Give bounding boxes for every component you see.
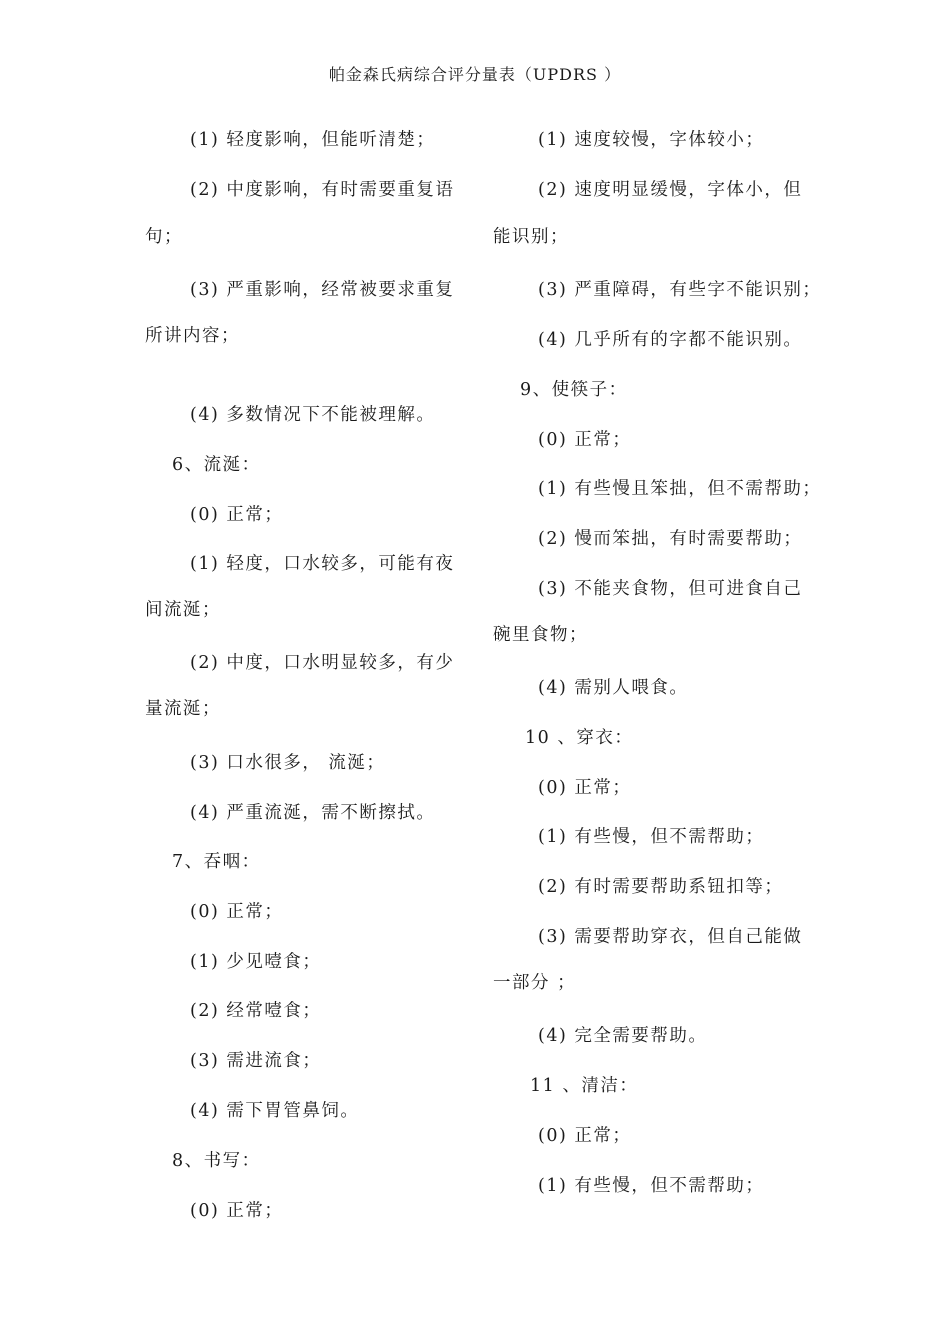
text-line: (1) 有些慢，但不需帮助； [538, 1176, 765, 1196]
text-line: 所讲内容； [145, 326, 240, 346]
text-line: 量流涎； [145, 699, 221, 719]
text-line: (3) 严重障碍，有些字不能识别； [538, 280, 822, 300]
text-line: (4) 几乎所有的字都不能识别。 [538, 330, 803, 350]
section-heading: 8、书写： [172, 1151, 261, 1171]
text-line: (0) 正常； [538, 1126, 632, 1146]
text-line: (0) 正常； [190, 902, 284, 922]
text-line: (1) 有些慢且笨拙，但不需帮助； [538, 479, 822, 499]
text-line: 一部分 ； [493, 973, 577, 993]
text-line: 间流涎； [145, 600, 221, 620]
text-line: (2) 中度，口水明显较多，有少 [190, 653, 455, 673]
text-line: (0) 正常； [190, 505, 284, 525]
text-line: (1) 少见噎食； [190, 952, 322, 972]
text-line: (3) 不能夹食物，但可进食自己 [538, 579, 803, 599]
text-line: (0) 正常； [538, 778, 632, 798]
text-line: (2) 速度明显缓慢，字体小，但 [538, 180, 803, 200]
text-line: (2) 慢而笨拙，有时需要帮助； [538, 529, 803, 549]
text-line: 能识别； [493, 227, 569, 247]
text-line: (0) 正常； [190, 1201, 284, 1221]
text-line: (2) 中度影响，有时需要重复语 [190, 180, 455, 200]
text-line: (1) 轻度，口水较多，可能有夜 [190, 554, 455, 574]
text-line: (0) 正常； [538, 430, 632, 450]
text-line: (4) 多数情况下不能被理解。 [190, 405, 436, 425]
section-heading: 10 、穿衣： [525, 728, 634, 748]
section-heading: 11 、清洁： [530, 1076, 639, 1096]
text-line: (3) 需进流食； [190, 1051, 322, 1071]
text-line: (4) 需下胃管鼻饲。 [190, 1101, 360, 1121]
text-line: (1) 速度较慢，字体较小； [538, 130, 765, 150]
text-line: (4) 完全需要帮助。 [538, 1026, 708, 1046]
text-line: (3) 需要帮助穿衣，但自己能做 [538, 927, 803, 947]
text-line: 碗里食物； [493, 625, 588, 645]
page-title: 帕金森氏病综合评分量表（UPDRS ） [328, 65, 622, 84]
text-line: (1) 有些慢，但不需帮助； [538, 827, 765, 847]
text-line: (1) 轻度影响，但能听清楚； [190, 130, 436, 150]
text-line: (4) 严重流涎，需不断擦拭。 [190, 803, 436, 823]
text-line: (4) 需别人喂食。 [538, 678, 689, 698]
section-heading: 6、流涎： [172, 455, 261, 475]
section-heading: 9、使筷子： [520, 380, 628, 400]
text-line: (3) 口水很多， 流涎； [190, 753, 386, 773]
text-line: (2) 有时需要帮助系钮扣等； [538, 877, 784, 897]
section-heading: 7、吞咽： [172, 852, 261, 872]
text-line: (2) 经常噎食； [190, 1001, 322, 1021]
text-line: (3) 严重影响，经常被要求重复 [190, 280, 455, 300]
text-line: 句； [145, 227, 183, 247]
